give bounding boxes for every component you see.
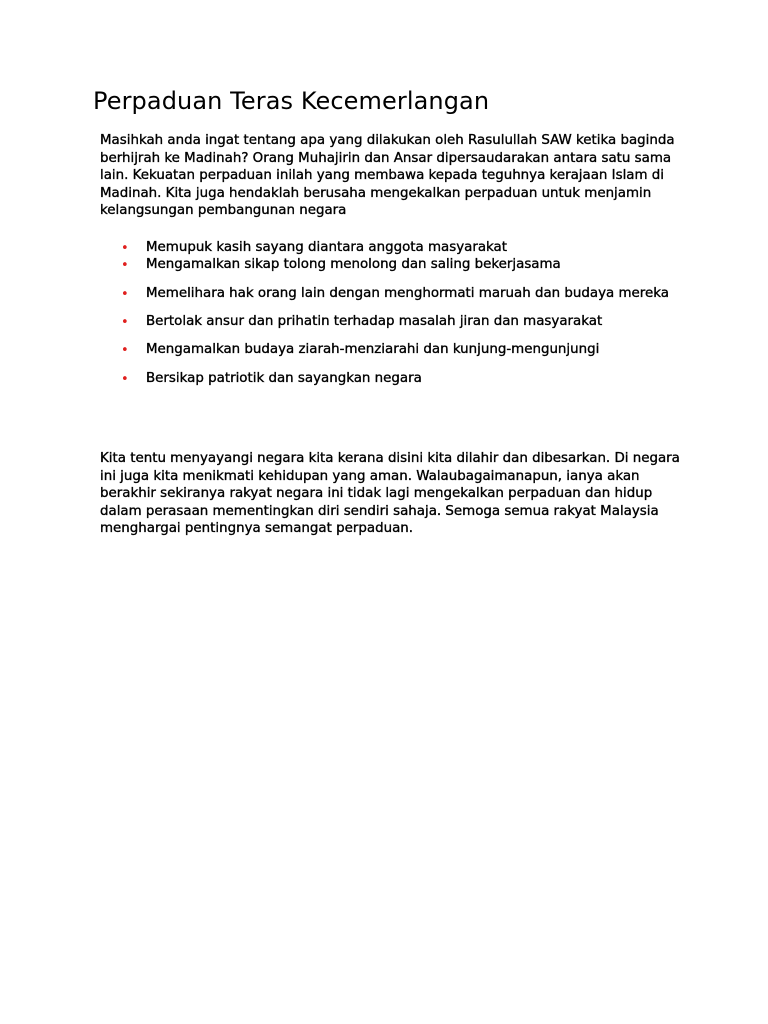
bullet-list (100, 240, 680, 386)
list-item-text: Bertolak ansur dan prihatin terhadap masalah jiran dan masyarakat (146, 314, 603, 329)
list-item (100, 371, 680, 386)
bullet-icon: • (121, 258, 129, 273)
list-item-text: Memupuk kasih sayang diantara anggota masyarakat (146, 240, 508, 255)
bullet-icon: • (121, 241, 129, 256)
document-title: Perpaduan Teras Kecemerlangan (93, 87, 490, 115)
closing-paragraph: Kita tentu menyayangi negara kita kerana disini kita dilahir dan dibesarkan. Di negara ini juga kita menikmati kehidupan yang aman. Walaubagaimanapun, ianya akan berakhir sekiranya rakyat negara ini tidak lagi mengekalkan perpaduan dan hidup dalam perasaan mementingkan diri sendiri sahaja. Semoga semua rakyat Malaysia menghargai pentingnya semangat perpaduan. (100, 451, 680, 536)
bullet-icon: • (121, 343, 129, 358)
list-item-text: Memelihara hak orang lain dengan menghormati maruah dan budaya mereka (146, 286, 669, 301)
list-item (100, 286, 680, 301)
list-item-text: Mengamalkan budaya ziarah-menziarahi dan kunjung-mengunjungi (146, 342, 600, 357)
intro-paragraph: Masihkah anda ingat tentang apa yang dilakukan oleh Rasulullah SAW ketika baginda berhijrah ke Madinah? Orang Muhajirin dan Ansar dipersaudarakan antara satu sama lain. Kekuatan perpaduan inilah yang membawa kepada teguhnya kerajaan Islam di Madinah. Kita juga hendaklah berusaha mengekalkan perpaduan untuk menjamin kelangsungan pembangunan negara (100, 133, 675, 218)
list-item-text: Bersikap patriotik dan sayangkan negara (146, 371, 422, 386)
list-item (100, 314, 680, 329)
list-item-text: Mengamalkan sikap tolong menolong dan saling bekerjasama (146, 257, 561, 272)
list-item (100, 257, 680, 272)
bullet-icon: • (121, 287, 129, 302)
bullet-icon: • (121, 372, 129, 387)
bullet-icon: • (121, 315, 129, 330)
list-item (100, 342, 680, 357)
list-item (100, 240, 680, 255)
